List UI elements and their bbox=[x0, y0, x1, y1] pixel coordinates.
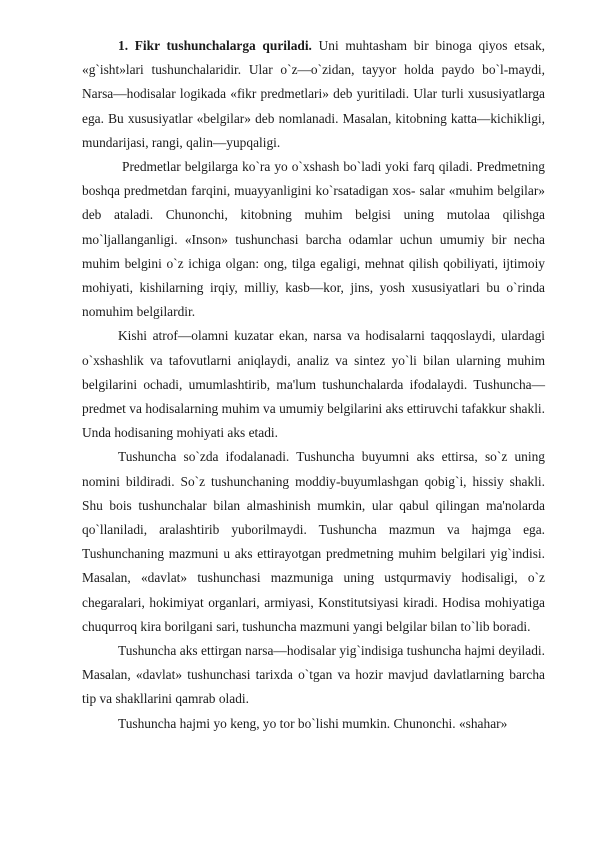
paragraph-1-text: Uni muhtasham bir binoga qiyos etsak, «g`isht»lari tushunchalaridir. Ular o`z—o`zidan, tayyor holda paydo bo`l-maydi, Narsa—hodisalar logikada «fikr predmetlari» deb yuritiladi. Ular turli xususiyatlarga ega. Bu xususiyatlar «belgilar» deb nomlanadi. Masalan, kitobning katta—kichikligi, mundarijasi, rangi, qalin—yupqaligi. bbox=[82, 38, 546, 150]
paragraph-5: Tushuncha aks ettirgan narsa—hodisalar yig`indisiga tushuncha hajmi deyiladi. Masalan, «davlat» tushunchasi tarixda o`tgan va hozir mavjud davlatlarning barcha tip va shakllarini qamrab oladi. bbox=[82, 643, 545, 707]
paragraph-1 bbox=[82, 34, 545, 155]
paragraph-2: Predmetlar belgilarga ko`ra yo o`xshash bo`ladi yoki farq qiladi. Predmetning boshqa predmetdan farqini, muayyanligini ko`rsatadigan xos- salar «muhim belgilar» deb ataladi. Chunonchi, kitobning muhim belgisi uning mutolaa qilishga mo`ljallanganligi. «Inson» tushunchasi barcha odamlar uchun umumiy bir necha muhim belgini o`z ichiga olgan: ong, tilga egaligi, mehnat qilish qobiliyati, ijtimoiy mohiyati, kishilarning irqiy, milliy, kasb—kor, jins, yosh xususiyatlari bu o`rinda nomuhim belgilardir. bbox=[82, 159, 545, 320]
paragraph-3: Kishi atrof—olamni kuzatar ekan, narsa va hodisalarni taqqoslaydi, ulardagi o`xshashlik va tafovutlarni aniqlaydi, analiz va sintez yo`li bilan ularning muhim belgilarini ochadi, umumlashtirib, ma'lum tushunchalarda ifodalaydi. Tushuncha—predmet va hodisalarning muhim va umumiy belgilarini aks ettiruvchi tafakkur shakli. Unda hodisaning mohiyati aks etadi. bbox=[82, 328, 545, 441]
paragraph-4: Tushuncha so`zda ifodalanadi. Tushuncha buyumni aks ettirsa, so`z uning nomini bildiradi. So`z tushunchaning moddiy-buyumlashgan qobig`i, hissiy shakli. Shu bois tushunchalar bilan almashinish mumkin, ular qabul qilingan ma'nolarda qo`llaniladi, aralashtirib yuborilmaydi. Tushuncha mazmun va hajmga ega. Tushunchaning mazmuni u aks ettirayotgan predmetning muhim belgilari yig`indisi. Masalan, «davlat» tushunchasi mazmuniga uning ustqurmaviy hodisaligi, o`z chegaralari, hokimiyat organlari, armiyasi, Konstitutsiyasi kiradi. Hodisa mohiyatiga chuqurroq kira borilgani sari, tushuncha mazmuni yangi belgilar bilan to`lib boradi. bbox=[82, 449, 545, 634]
paragraph-6: Tushuncha hajmi yo keng, yo tor bo`lishi mumkin. Chunonchi. «shahar» bbox=[118, 715, 508, 731]
section-heading: 1. Fikr tushunchalarga quriladi. bbox=[118, 38, 312, 53]
document-page bbox=[82, 34, 545, 736]
